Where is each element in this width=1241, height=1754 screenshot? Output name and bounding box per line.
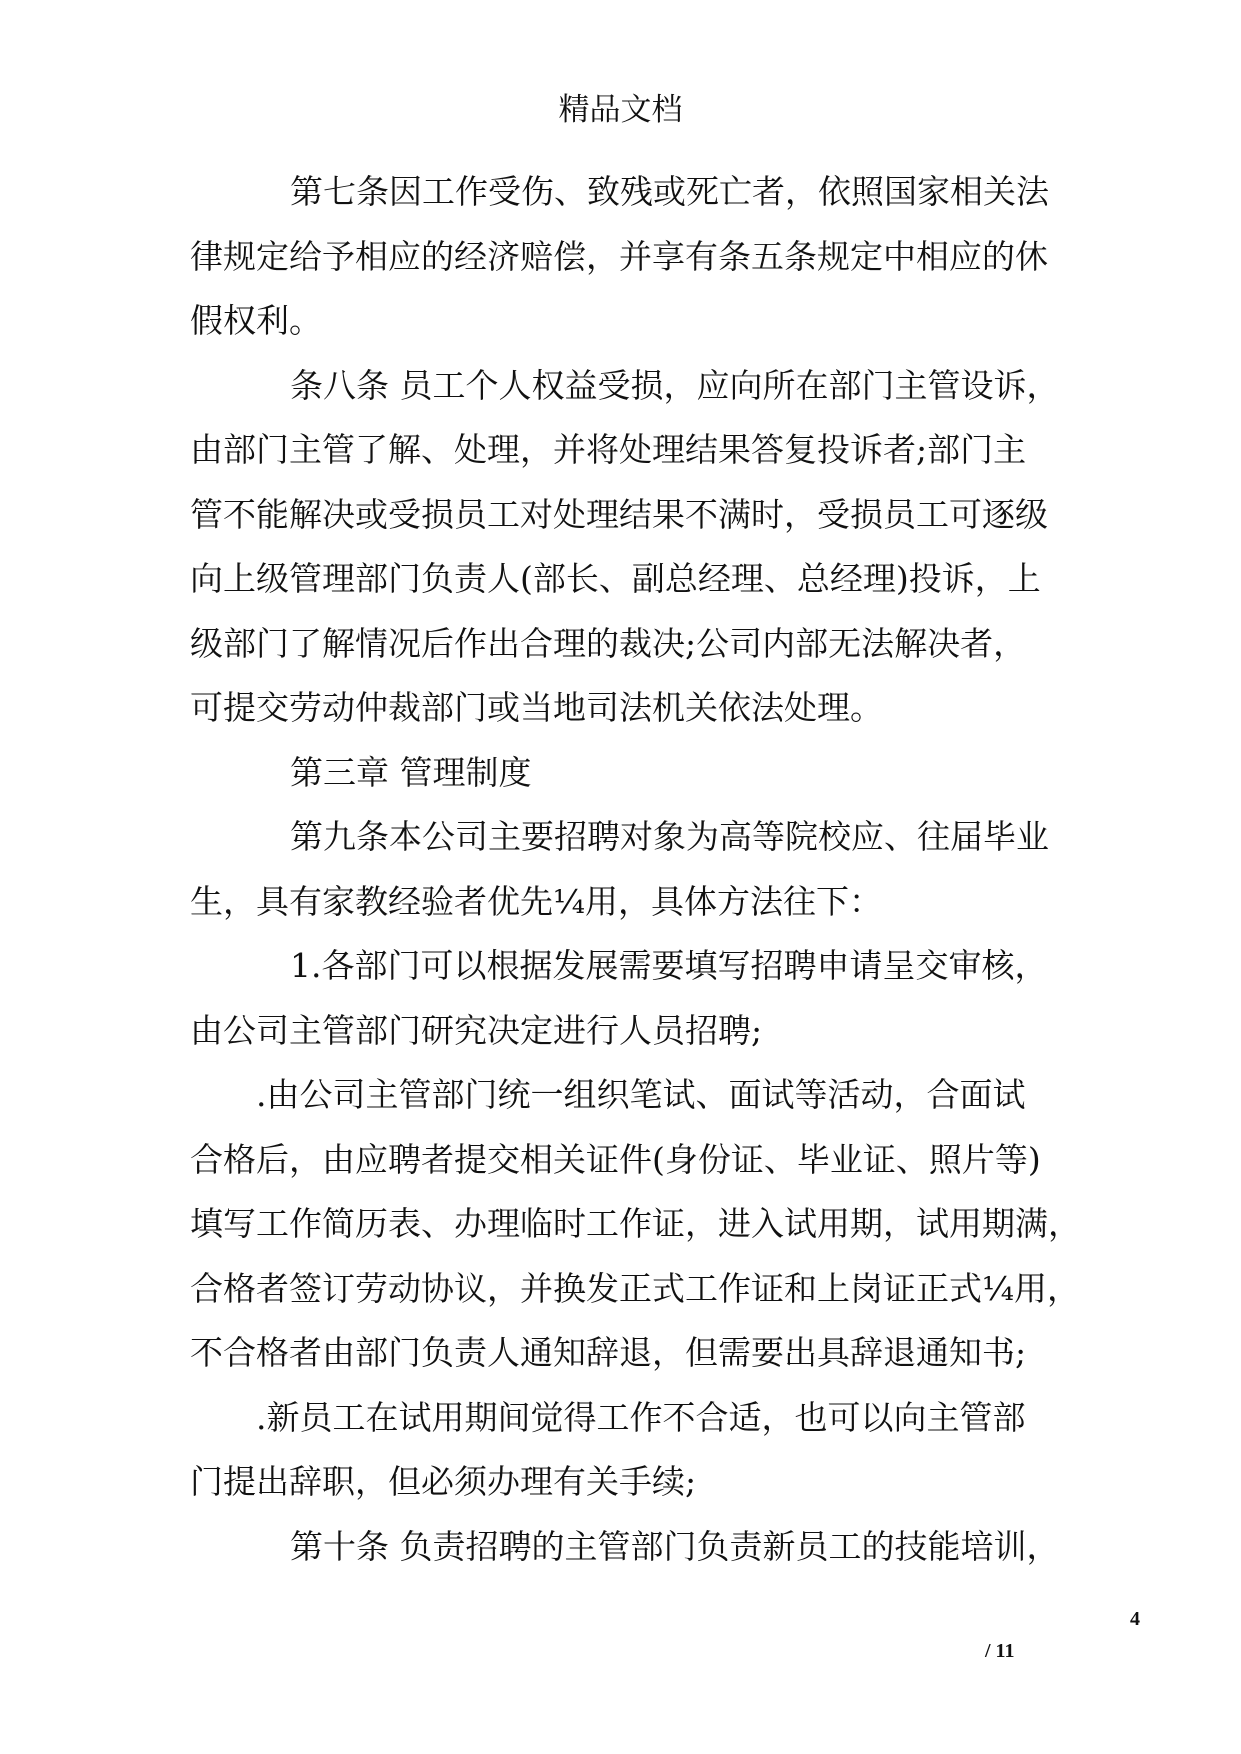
list-item: .由公司主管部门统一组织笔试、面试等活动，合面试: [256, 1075, 1026, 1114]
paragraph-line: 管不能解决或受损员工对处理结果不满时，受损员工可逐级: [190, 494, 1048, 534]
paragraph-line: 律规定给予相应的经济赔偿，并享有条五条规定中相应的休: [190, 236, 1048, 276]
paragraph-line: 级部门了解情况后作出合理的裁决;公司内部无法解决者，: [190, 623, 1027, 663]
paragraph-line: 不合格者由部门负责人通知辞退，但需要出具辞退通知书;: [190, 1333, 1027, 1372]
page-header: 精品文档: [558, 92, 683, 128]
paragraph-line: 生，具有家教经验者优先¼用，具体方法往下：: [190, 881, 882, 921]
paragraph-line: 第七条因工作受伤、致残或死亡者，依照国家相关法: [290, 172, 1049, 211]
page-number: 4: [1130, 1608, 1140, 1630]
paragraph-line: 向上级管理部门负责人(部长、副总经理、总经理)投诉，上: [190, 559, 1041, 598]
paragraph-line: 第九条本公司主要招聘对象为高等院校应、往届毕业: [290, 817, 1049, 856]
paragraph-line: 第十条 负责招聘的主管部门负责新员工的技能培训，: [290, 1526, 1060, 1566]
document-body: [190, 160, 1081, 1579]
page-total: / 11: [985, 1640, 1015, 1662]
chapter-heading: 第三章 管理制度: [290, 752, 532, 792]
paragraph-line: 由公司主管部门研究决定进行人员招聘;: [190, 1010, 763, 1050]
paragraph-line: 可提交劳动仲裁部门或当地司法机关依法处理。: [190, 688, 883, 727]
list-item: .新员工在试用期间觉得工作不合适，也可以向主管部: [256, 1397, 1026, 1437]
list-item: 1.各部门可以根据发展需要填写招聘申请呈交审核，: [290, 946, 1048, 985]
paragraph-line: 假权利。: [190, 301, 322, 340]
paragraph-line: 填写工作简历表、办理临时工作证，进入试用期，试用期满，: [190, 1204, 1081, 1243]
paragraph-line: 由部门主管了解、处理，并将处理结果答复投诉者;部门主: [190, 430, 1027, 469]
paragraph-line: 合格后，由应聘者提交相关证件(身份证、毕业证、照片等): [190, 1139, 1041, 1179]
paragraph-line: 合格者签订劳动协议，并换发正式工作证和上岗证正式¼用，: [190, 1268, 1080, 1308]
paragraph-line: 门提出辞职，但必须办理有关手续;: [190, 1462, 697, 1501]
paragraph-line: 条八条 员工个人权益受损，应向所在部门主管设诉，: [290, 365, 1060, 405]
